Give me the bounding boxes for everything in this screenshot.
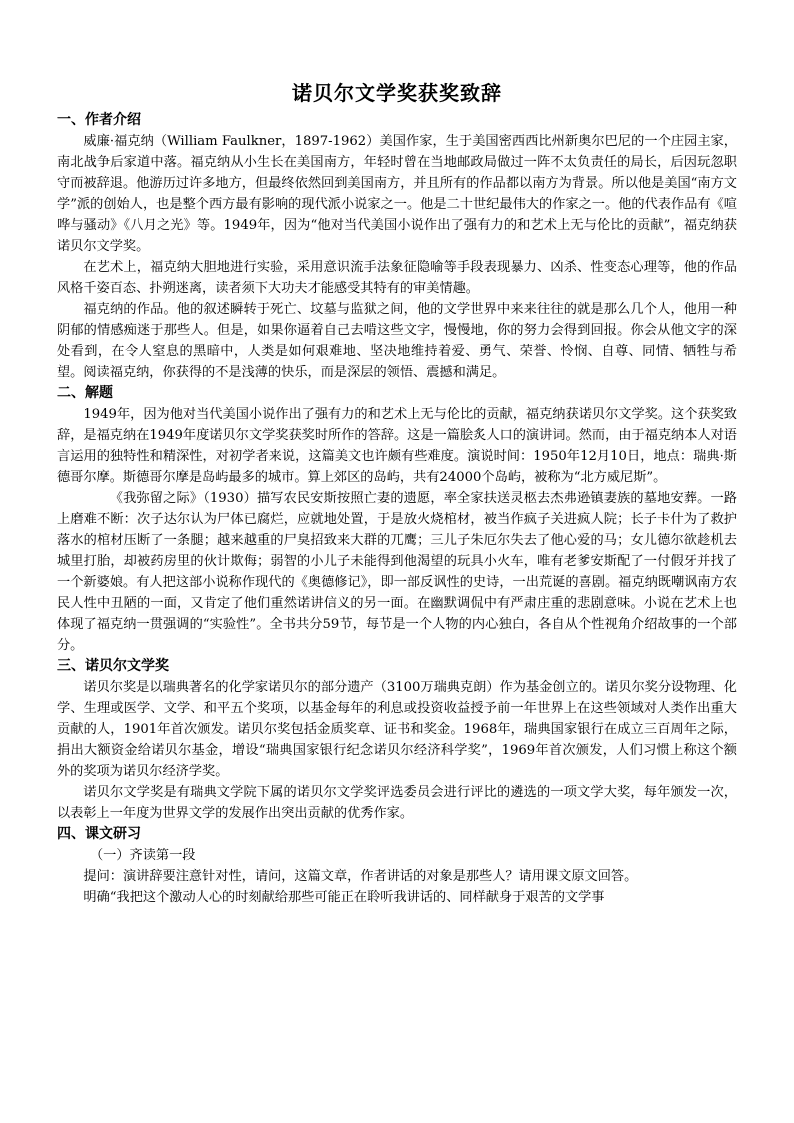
section-heading: 四、课文研习	[57, 826, 141, 842]
paragraph: 诺贝尔奖是以瑞典著名的化学家诺贝尔的部分遗产（3100万瑞典克朗）作为基金创立的。诺贝尔奖分设物理、化学、生理或医学、文学、和平五个奖项，以基金每年的利息或投资收益授予前一年世界上在这些领域对人类作出重大贡献的人，1901年首次颁发。诺贝尔奖包括金质奖章、证书和奖金。1968年，瑞典国家银行在成立三百周年之际，捐出大额资金给诺贝尔基金，增设“瑞典国家银行纪念诺贝尔经济科学奖”，1969年首次颁发，人们习惯上称这个额外的奖项为诺贝尔经济学奖。	[57, 680, 737, 779]
paragraph: 诺贝尔文学奖是有瑞典文学院下属的诺贝尔文学奖评选委员会进行评比的遴选的一项文学大奖，每年颁发一次，以表彰上一年度为世界文学的发展作出突出贡献的优秀作家。	[57, 785, 737, 821]
document-title: 诺贝尔文学奖获奖致辞	[292, 81, 502, 105]
paragraph: 1949年，因为他对当代美国小说作出了强有力的和艺术上无与伦比的贡献，福克纳获诺贝尔文学奖。这个获奖致辞，是福克纳在1949年度诺贝尔文学奖获奖时所作的答辞。这是一篇脍炙人口的演讲词。然而，由于福克纳本人对语言运用的独特性和精深性，对初学者来说，这篇美文也许颇有些难度。演说时间：1950年12月10日，地点：瑞典·斯德哥尔摩。斯德哥尔摩是岛屿最多的城市。算上郊区的岛屿，共有24000个岛屿，被称为“北方威尼斯”。	[57, 407, 737, 485]
section-nobel-prize	[57, 656, 737, 824]
paragraph: 明确“我把这个激动人心的时刻献给那些可能正在聆听我讲话的、同样献身于艰苦的文学事	[83, 890, 605, 905]
section-title-explanation	[57, 383, 737, 656]
section-author-intro	[57, 110, 737, 383]
paragraph: 在艺术上，福克纳大胆地进行实验，采用意识流手法象征隐喻等手段表现暴力、凶杀、性变态心理等，他的作品风格千姿百态、扑朔迷离，读者须下大功夫才能感受其特有的审美情趣。	[57, 260, 737, 296]
paragraph: 福克纳的作品。他的叙述瞬转于死亡、坟墓与监狱之间，他的文学世界中来来往往的就是那么几个人，他用一种阴郁的情感痴迷于那些人。但是，如果你逼着自己去啃这些文字，慢慢地，你的努力会得到回报。你会从他文字的深处看到，在令人窒息的黑暗中，人类是如何艰难地、坚决地维持着爱、勇气、荣誉、怜悯、自尊、同情、牺牲与希望。阅读福克纳，你获得的不是浅薄的快乐，而是深层的领悟、震撼和满足。	[57, 302, 737, 380]
section-text-study	[57, 824, 737, 908]
sub-heading: （一）齐读第一段	[90, 848, 196, 863]
paragraph: 提问：演讲辞要注意针对性，请问，这篇文章，作者讲话的对象是那些人？请用课文原文回答。	[83, 869, 638, 884]
paragraph: 《我弥留之际》（1930）描写农民安斯按照亡妻的遗愿，率全家扶送灵柩去杰弗逊镇妻族的墓地安葬。一路上磨难不断：次子达尔认为尸体已腐烂，应就地处置，于是放火烧棺材，被当作疯子关进疯人院；长子卡什为了救护落水的棺材压断了一条腿；越来越重的尸臭招致来大群的兀鹰；三儿子朱厄尔失去了他心爱的马；女儿德尔欲趁机去城里打胎，却被药房里的伙计欺侮；弱智的小儿子未能得到他渴望的玩具小火车，唯有老爹安斯配了一付假牙并找了一个新婆娘。有人把这部小说称作现代的《奥德修记》，即一部反讽性的史诗，一出荒诞的喜剧。福克纳既嘲讽南方农民人性中丑陋的一面，又肯定了他们重然诺讲信义的另一面。在幽默调侃中有严肃庄重的悲剧意味。小说在艺术上也体现了福克纳一贯强调的“实验性”。全书共分59节，每节是一个人物的内心独白，各自从个性视角介绍故事的一个部分。	[57, 491, 737, 653]
section-heading: 一、作者介绍	[57, 112, 141, 128]
paragraph: 威廉·福克纳（William Faulkner，1897-1962）美国作家，生于美国密西西比州新奥尔巴尼的一个庄园主家，南北战争后家道中落。福克纳从小生长在美国南方，年轻时曾在当地邮政局做过一阵不太负责任的局长，后因玩忽职守而被辞退。他游历过许多地方，但最终依然回到美国南方，并且所有的作品都以南方为背景。所以他是美国“南方文学”派的创始人，也是整个西方最有影响的现代派小说家之一。他是二十世纪最伟大的作家之一。他的代表作品有《喧哗与骚动》《八月之光》等。1949年，因为“他对当代美国小说作出了强有力的和艺术上无与伦比的贡献”，福克纳获诺贝尔文学奖。	[57, 134, 737, 254]
section-heading: 三、诺贝尔文学奖	[57, 658, 169, 674]
section-heading: 二、解题	[57, 385, 113, 401]
document-page	[57, 78, 737, 908]
